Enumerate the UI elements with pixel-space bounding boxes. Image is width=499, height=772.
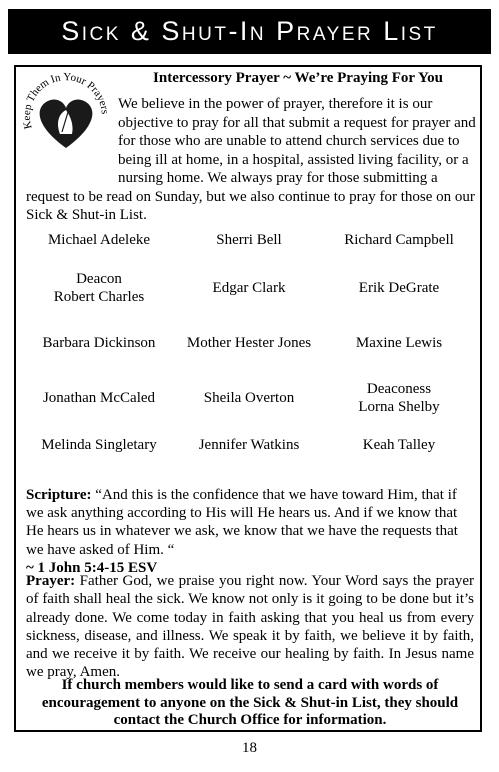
list-item bbox=[24, 220, 174, 260]
card-notice: If church members would like to send a card with words of encouragement to anyone on the Sick & Shut-in List, they should contact the Church Office for information. bbox=[41, 677, 459, 728]
list-item bbox=[324, 315, 474, 370]
scripture-reference: ~ 1 John 5:4-15 ESV bbox=[26, 559, 158, 576]
list-item bbox=[324, 260, 474, 315]
list-item bbox=[174, 315, 324, 370]
intro-body: We believe in the power of prayer, therefore it is our objective to pray for all that submit a request for prayer and for those who are unable to attend church services due to being ill at home, in a hospital, assisted living facility, or a nursing home. We always pray for those submitting a request to be read on Sunday, but we also continue to pray for those on our Sick & Shut-in List. bbox=[26, 96, 476, 223]
name-row bbox=[24, 370, 474, 425]
sick-list bbox=[24, 220, 474, 465]
member-name: Mother Hester Jones bbox=[186, 334, 312, 351]
logo-text: Keep Them In Your Prayers bbox=[20, 71, 111, 131]
list-item bbox=[324, 370, 474, 425]
list-item bbox=[24, 425, 174, 465]
prayer-text: Father God, we praise you right now. Your Word says the prayer of faith shall heal the sick. We know not only is it going to be done but it’s already done. We come today in faith asking that you heal us from every sickness, disease, and illness. We speak it by faith, we believe it by faith, and we receive it by faith. We receive our healing by faith. In Jesus name we pray, Amen. bbox=[26, 573, 475, 681]
page-banner bbox=[8, 9, 491, 54]
member-name: Sheila Overton bbox=[203, 389, 295, 406]
intro-paragraph bbox=[26, 95, 476, 225]
member-name: Maxine Lewis bbox=[355, 334, 443, 351]
prayer-label: Prayer: bbox=[26, 573, 76, 589]
member-name: Barbara Dickinson bbox=[42, 334, 156, 351]
member-name: Jennifer Watkins bbox=[198, 437, 300, 453]
name-row bbox=[24, 220, 474, 260]
list-item bbox=[324, 220, 474, 260]
list-item bbox=[174, 260, 324, 315]
member-name: Edgar Clark bbox=[212, 279, 286, 296]
list-item bbox=[174, 220, 324, 260]
name-row bbox=[24, 260, 474, 315]
list-item bbox=[24, 260, 174, 315]
page-number: 18 bbox=[242, 740, 257, 756]
member-name: Jonathan McCaled bbox=[42, 389, 156, 406]
list-item bbox=[174, 425, 324, 465]
list-item bbox=[324, 425, 474, 465]
scripture-block bbox=[26, 486, 474, 577]
list-item bbox=[174, 370, 324, 425]
name-row bbox=[24, 315, 474, 370]
member-name: Melinda Singletary bbox=[41, 437, 157, 453]
list-item bbox=[24, 315, 174, 370]
member-name: Deacon Robert Charles bbox=[53, 270, 145, 305]
member-name: Sherri Bell bbox=[216, 232, 282, 248]
name-row bbox=[24, 425, 474, 465]
banner-title: Sick & Shut-In Prayer List bbox=[61, 16, 438, 46]
member-name: Keah Talley bbox=[362, 437, 436, 453]
scripture-label: Scripture: bbox=[26, 487, 92, 503]
scripture-text: “And this is the confidence that we have toward Him, that if we ask anything according to His will He hears us. And if we know that He hears us in whatever we ask, we know that we have the requests that we have asked of Him. “ bbox=[26, 487, 458, 558]
member-name: Deaconess Lorna Shelby bbox=[358, 380, 440, 415]
prayer-block bbox=[26, 572, 474, 682]
member-name: Erik DeGrate bbox=[358, 279, 440, 296]
member-name: Richard Campbell bbox=[344, 232, 454, 248]
intro-heading: Intercessory Prayer ~ We’re Praying For You bbox=[153, 70, 443, 86]
member-name: Michael Adeleke bbox=[47, 232, 151, 248]
list-item bbox=[24, 370, 174, 425]
